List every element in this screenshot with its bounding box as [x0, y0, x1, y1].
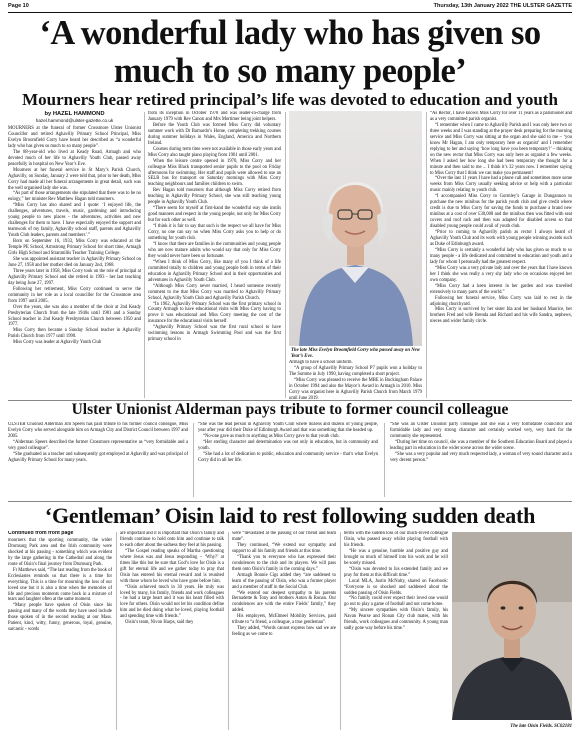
paragraph: “A group of Aghavilly Primary School P7 pupils won a holiday to The Somme in July 1990, having completed a short project.: [289, 365, 422, 377]
column-rule: [384, 423, 385, 497]
paragraph: “She was an Ulster Unionist party colleague and she was a very formidable councillor and formidable lady and very strong character and certainly worked very, very hard for the community she represented.: [390, 422, 572, 439]
article3-column-3: [232, 531, 336, 733]
paragraph: Miss Corry then became a Sunday School teacher in Aghavilly Parish Church from 1977 until 1990.: [8, 328, 141, 340]
paragraph: They added, “Words cannot express how sad we are feeling as we come to: [232, 626, 336, 638]
paragraph: “I remember when I came to Aghavilly Parish and I was only here two or three weeks and I was standing at the prayer desk preparing for the morning service and Miss Corry was sitting at the organ and she said to me – ‘you know Mr Hagan, I am only temporary here as organist’ and I remember replying to her and saying ‘how long have you been temporary?’ – thinking on the new rector that Miss Corry was only here as organist a few weeks. When I asked her how long she had been temporary she thought for a minute and then said to me ... I think it’s 32 years now. I remember saying to Miss Corry that I think we can make you permanent!: [430, 122, 572, 176]
paragraph: Fr Matthews said, “The last reading from the book of Ecclesiastes reminds us that there is a time for everything. This is a time for mourning the loss of our loved one but it is also a time when the memories of life and precious moments come back in a mixture of tears and laughter often at the same moment.: [8, 567, 112, 603]
article2-col2-paras: [198, 422, 378, 464]
article3-col3-paras: [232, 531, 336, 638]
paragraph: “Thank you to everyone who has expressed their condolences to the club and its players. We will pass them onto Oisin’s family in the coming days.”: [232, 554, 336, 572]
article1-column-4: [430, 111, 572, 400]
column-rule: [340, 532, 341, 730]
paragraph: Local MLA, Justin McNulty, shared on Facebook: “Everyone is so shocked and saddened about the sudden passing of Oisin Fields.: [344, 578, 448, 596]
paragraph: “I accompanied Miss Corry to Gormley’s Garage in Dungannon to purchase the new minibus for the parish youth club and give credit where credit is due to Miss Corry for saving the funds to purchase a brand new minibus at a cost of over £30,000 and the minibus then was fitted with seat covers and roof rack and then was adapted for disabled access so that disabled young people could avail of youth club.: [430, 194, 572, 230]
portrait-photo-icon: [452, 532, 572, 720]
author-email: hazel.hammond@ulster-gazette.co.uk: [35, 118, 114, 123]
paragraph: Armagh Bonnie Cigs added they “are saddened to learn of the passing of Oisin, who was a former player and a member of staff in the Social Club.: [232, 572, 336, 590]
paragraph: “Miss Corry was pleased to receive the MBE in Buckingham Palace in October 1994 and also the Mayor’s Award in Armagh in 2010. Miss Corry was organist here in Aghavilly Parish Church from March 1979 until June 2019.: [289, 377, 422, 400]
article3-column-2: [120, 531, 224, 733]
paragraph: Over the years, she was also a member of the choir at 2nd Keady Presbyterian Church from the late 1940s until 1981 and a Sunday School teacher in 2nd Keady Presbyterian Church between 1950 and 1977.: [8, 304, 141, 328]
standfirst: Mourners hear retired principal’s life was devoted to education and youth: [22, 90, 558, 109]
paragraph: “Aghavilly Primary School was the first rural school to have swimming lessons in Armagh Swimming Pool and was the first primary school in: [148, 325, 281, 343]
paragraph: “She had a lot of dedication to public, education and community service - that’s what Evelyn Corry did in all her life.: [198, 451, 378, 463]
headline: ‘A wonderful lady who has given so much to so many people’: [39, 14, 541, 90]
paragraph: “No family could ever expect their loved one would go out to play a game of football and not come home.: [344, 596, 448, 608]
article3-column-4: [344, 531, 448, 733]
page-number: Page 10: [8, 3, 29, 9]
folio-rule: [8, 12, 572, 13]
paragraph: “She was the lead person in Aghavilly Youth Club where dozens and dozens of young people, year after year did their Duke of Edinburgh Award and that was something that she headed up.: [198, 422, 378, 433]
paragraph: The 88-year-old who lived at Keady Road, Armagh and who devoted much of her life to Aghavilly Youth Club, passed away peacefully in hospital on New Year’s Eve.: [8, 149, 141, 167]
paragraph: “Oisin achieved much in 30 years. He truly was loved by many, his family, friends and work colleagues - he had a large heart and it was his heart filled with love for others. Oisin would not let his condition define him and he died doing what he loved, playing football and spending time with friends.”: [120, 584, 224, 620]
paragraph: “Alderman Speers described the former Crossmore representative as “very formidable and a very good colleague”.: [8, 439, 188, 451]
paragraph: “As Rector, I have known Miss Corry for over 11 years as a parishioner and as a very committed parish organist.: [430, 111, 572, 122]
paragraph: are important and it is important that Oisin’s family and friends continue to hold onto him and continue to talk to each other about the sadness they feel at his passing.: [120, 531, 224, 548]
article1-col4-paras: [430, 111, 572, 325]
paragraph: Courses during term time were not available in those early years and Miss Corry also taught piano playing from 1961 until 2001.: [148, 146, 281, 158]
article1-column-2: [148, 111, 281, 400]
column-rule: [193, 423, 194, 497]
paragraph: “As part of those arrangements she stipulated that there was to be no eulogy,” her minister Rev Matthew Hagan told mourners.: [8, 191, 141, 203]
paragraph: MOURNERS at the funeral of former Crossmore Ulster Unionist Councillor and retired Aghavilly Primary School Principal, Miss Evelyn Broomfield Corry have heard her described as “a wonderful lady who has given so much to so many people”.: [8, 126, 141, 149]
paragraph: “He was a genuine, humble and positive guy and brought so much of himself into his work and he will be sorely missed.: [344, 548, 448, 566]
paragraph: Miss Corry was leader at Aghavilly Youth Club: [13, 340, 102, 346]
paragraph: “She graduated as a teacher and subsequently got employed at Aghavilly and was principal of Aghavilly Primary School for many years.: [8, 451, 188, 463]
paragraph: “I know that there are families in the communities and young people who are now mature adults who would say that only for Miss Corry they would never have been so fortunate.: [148, 241, 281, 259]
paragraph: “No-one gave as much to anything as Miss Corry gave to that youth club.: [203, 433, 340, 439]
paragraph: were “devastated at the passing of our friend and team mate”.: [232, 531, 336, 542]
paragraph: Born on September 16, 1933, Miss Corry was educated at the Temple PE School, Armstrong Primary School for short time, Armagh Girls High School and Stranmillis Teacher Training College.: [8, 239, 141, 257]
article2-column-3: [390, 422, 572, 500]
paragraph: “There seem for myself at first-hand the wonderful way she instils good manners and respect in the young people, not only for Miss Corry but for each other as well.: [148, 206, 281, 224]
article1-col3-paras: [289, 360, 422, 400]
paragraph: “Over the last 11 years I have had a phone call and sometimes more some weeks from Miss Corry usually seeking advice or help with a particular music mainly relating to youth club.: [430, 176, 572, 194]
article3-col1-paras: [8, 538, 112, 633]
paragraph: When the leisure centre opened in 1970, Miss Corry and her colleague Miss Black transported senior pupils to the pool on Friday afternoons for swimming. Her staff and pupils were allowed to use an SELB bus for transport on Saturday mornings with Miss Corry teaching neighbours and families children to swim.: [148, 158, 281, 188]
paragraph: “I think it is fair to say that such is the respect we all have for Miss Corry, no one can say no when Miss Corry asks you to help or do something for youth club.: [148, 224, 281, 242]
paragraph: “Miss Corry has also shared and I quote: ‘I enjoyed life, the challenges, adventures, travels, music, gardening and introducing young people to new places - the adventures, activities and new challenges for them to have. I have especially enjoyed the support and teamwork of my family, Aghavilly school staff, parents and Aghavilly Youth Club leaders, parents and members’.”: [8, 203, 141, 239]
paragraph: Armagh to have a school uniform.: [289, 360, 353, 365]
paragraph: “Miss Corry was a very private lady and over the years that I have known her I think she was really a very shy lady who on occasions enjoyed her own company.: [430, 265, 572, 283]
paragraph: Mourners at her funeral service in St Mary’s Parish Church, Aghavilly, on Sunday, January 2 were told that, prior to her death, Miss Corry had made all her funeral arrangements in great detail, such was the well organised lady she was.: [8, 167, 141, 191]
column-rule: [116, 532, 117, 730]
paragraph: Three years later in 1958, Miss Corry took on the role of principal at Aghavilly Primary School and she retired in 1993 - her last teaching day being June 27, 1997.: [8, 268, 141, 286]
issue-date: Thursday, 13th January 2022 THE ULSTER GAZETTE: [433, 3, 572, 9]
oisin-headline: ‘Gentleman’ Oisin laid to rest following sudden death: [44, 503, 536, 528]
article3-col2-paras: [120, 531, 224, 626]
tribute-headline: Ulster Unionist Alderman pays tribute to former council colleague: [71, 401, 509, 418]
paragraph: “My sincere sympathies with Oisin’s family, his Navan Pearse and Ronan City club mates, with his friends, work colleagues and community. A young man sadly gone way before his time.”: [344, 608, 448, 632]
article2-col3-paras: [390, 422, 572, 464]
column-rule: [426, 112, 427, 398]
oisin-fields-photo: [452, 532, 572, 720]
photo-caption: The late Miss Evelyn Broomfield Corry who passed away on New Year’s Eve.: [291, 348, 420, 359]
column-rule: [228, 532, 229, 730]
paragraph: Before the Youth Club was formed Miss Corry did voluntary summer work with Dr Barnardo’s Home, completing trekking courses during summer holidays in Wales, England, America and Northern Ireland.: [148, 122, 281, 146]
paragraph: She was appointed assistant teacher in Aghavilly Primary School on June 27, 1958 and her mother died on January 2nd, 1968.: [8, 256, 141, 268]
paragraph: from its inception in October 1978 and was leader-in-charge from January 1979 with Rev Canon and Mrs Mortimer being joint helpers.: [148, 111, 281, 122]
article2-column-1: [8, 422, 188, 500]
paragraph: His employers, McElmeel Mobility Services, paid tribute to “a friend, a colleague, a true gentleman”.: [232, 614, 336, 626]
paragraph: “When I think of Miss Corry, like many of you I think of a life committed totally to children and young people both in terms of their education in Aghavilly Primary School and in their opportunities and adventures in Aghavilly Youth Club.: [148, 259, 281, 283]
paragraph: “Although Miss Corry never married, I heard someone recently comment to me that Miss Corry was married to Aghavilly Primary School, Aghavilly Youth Club and Aghavilly Parish Church.: [148, 283, 281, 301]
paragraph: “The Gospel reading speaks of Martha questioning where Jesus was and Jesus responding – ‘Why?’ at times like this but be sure that God’s love for Oisin is a gift for eternal life and we gather today to pray that Oisin has entered his eternal reward and is reunited with those whom he loved who have gone before him.: [120, 548, 224, 584]
article1-column-3: [289, 360, 422, 400]
paragraph: “Prior to coming to Aghavilly parish as rector I always heard of Aghavilly Youth Club and its work with young people winning awards such as Duke of Edinburgh award.: [430, 230, 572, 247]
paragraph: “She was a very popular and very much respected lady, a woman of very sound character and a very decent person.”: [390, 451, 572, 463]
paragraph: mourners that the sporting community, the wider Drumsurg Park area and the Irish community were shocked at his passing - something which was evident by the large gathering in the Cathedral and along the route of Oisin’s final journey from Drumsurg Park.: [8, 537, 112, 567]
photo-caption: The late Oisin Fields. SC02181: [510, 724, 572, 729]
paragraph: “Oisin was devoted to his extended family and we pray for them at this difficult time.”: [344, 566, 448, 578]
article2-col1-paras: [8, 422, 188, 464]
continued-label: Continued from front page: [8, 531, 74, 536]
paragraph: “In 1962, Aghavilly Primary School was the first primary school in County Armagh to have educational visits with Miss Corry having to prove it was educational and Miss Corry meeting the cost of the insurance for the educational visits herself.: [148, 301, 281, 325]
paragraph: Following her funeral service, Miss Corry was laid to rest in the adjoining churchyard.: [430, 295, 572, 307]
article1-column-1: [8, 111, 141, 400]
paragraph: They continued, “We extend our sympathy and support to all his family and friends at this time.: [232, 542, 336, 554]
column-rule: [144, 112, 145, 398]
paragraph: “Miss Corry had a keen interest in her garden and was travelled extensively to many parts of the world.”: [430, 283, 572, 295]
paragraph: Miss Corry is survived by her sister Ida and her husband Maurice, her brothers Fred and wife Brenda and Richard and his wife Sandra, nephews, nieces and wider family circle.: [430, 307, 572, 325]
article2-column-2: [198, 422, 378, 500]
evelyn-corry-photo: [289, 111, 422, 346]
article3-column-1: [8, 531, 112, 733]
paragraph: “Her sterling character and determination was not only in education, but in community and youth.: [198, 439, 378, 451]
paragraph: Rev Hagan told mourners that although Miss Corry retired from teaching in Aghavilly Primary School, she was still teaching young people in Aghavilly Youth Club.: [148, 188, 281, 206]
article1-col2-paras: [148, 111, 281, 343]
portrait-photo-icon: [289, 111, 422, 346]
paragraph: “Miss Corry is certainly a wonderful lady who has given so much to so many people - a life dedicated and committed to education and youth and a lady for whom I personally had the greatest respect.: [430, 247, 572, 265]
paragraph: Following her retirement, Miss Corry continued to serve the community in her role as a local councillor for the Crossmore area from 1997 until 2005.: [8, 286, 141, 304]
paragraph: “We extend our deepest sympathy to his parents Bernadette & Tony and brothers Anton & Ronan. Our condolences are with the entire Fields’ family,” they added.: [232, 590, 336, 614]
column-rule: [285, 112, 286, 398]
paragraph: “Many people have spoken of Oisin since his passing and many of the words they have used include those spoken of in the second reading at our Mass. Patient, kind, witty, funny, generous, loyal, genuine, sarcastic - words: [8, 603, 112, 633]
article1-col1-paras: [8, 126, 141, 346]
paragraph: Oisin’s team, Nivon Harps, said they: [125, 620, 194, 626]
article3-col4-paras: [344, 531, 448, 632]
paragraph: terms with the sudden loss of our much-loved colleague Oisin, who passed away whilst playing football with his friends.: [344, 531, 448, 548]
byline: by HAZEL HAMMOND: [44, 111, 105, 117]
paragraph: “During her time on council, she was a member of the Southern Education Board and played a leading part in education in the wider scene across the wider scene.: [390, 439, 572, 451]
paragraph: ULSTER Unionist Alderman Jim Speers has paid tribute to his former council colleague, Miss Evelyn Corry who served alongside him on Armagh City and District Council between 1997 and 2005.: [8, 422, 188, 439]
